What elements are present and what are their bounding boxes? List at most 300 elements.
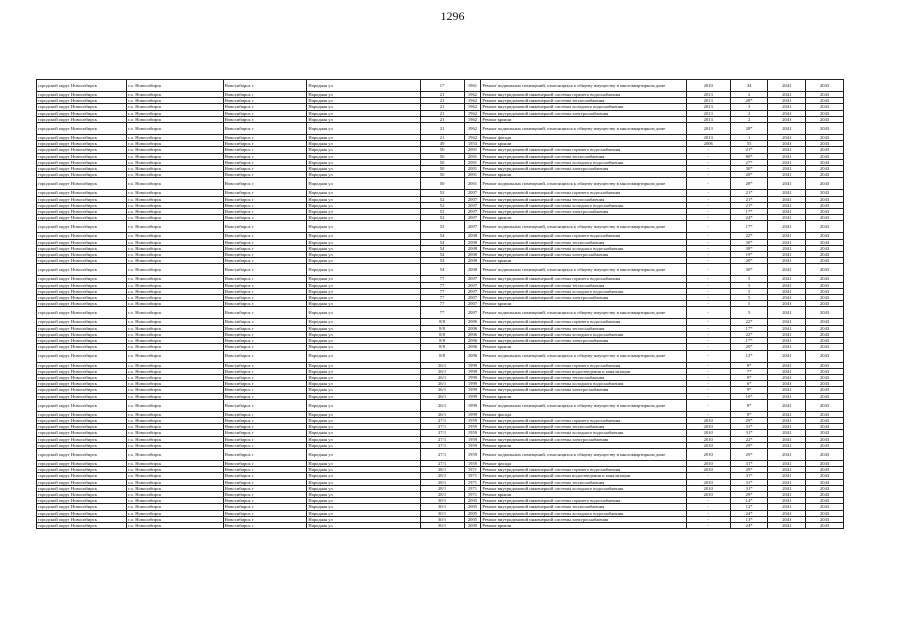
work-type-cell: Ремонт внутридомовой инженерной системы холодного водоснабжения (481, 104, 686, 110)
work-type-cell: Ремонт внутридомовой инженерной системы холодного водоснабжения (481, 159, 686, 165)
house-cell: 21 (420, 135, 464, 141)
district-cell: г.о. Новосибирск (127, 258, 223, 264)
plan-end-cell: 2043 (806, 288, 844, 294)
street-cell: Народная ул (307, 368, 420, 374)
house-cell: 54 (420, 264, 464, 276)
street-cell: Народная ул (307, 215, 420, 221)
plan-start-cell: 2041 (768, 252, 806, 258)
wear-cell: 38* (730, 245, 768, 251)
work-type-cell: Ремонт подвальных помещений, относящихся к общему имуществу в многоквартирном доме (481, 178, 686, 190)
last-repair-cell: - (686, 258, 730, 264)
municipality-cell: городской округ Новосибирск (37, 252, 127, 258)
house-cell: 21 (420, 92, 464, 98)
plan-end-cell: 2043 (806, 498, 844, 504)
year-cell: 2007 (464, 190, 481, 196)
work-type-cell: Ремонт внутридомовой инженерной системы холодного водоснабжения (481, 485, 686, 491)
work-type-cell: Ремонт подвальных помещений, относящихся к общему имуществу в многоквартирном доме (481, 221, 686, 233)
plan-start-cell: 2041 (768, 498, 806, 504)
plan-end-cell: 2043 (806, 301, 844, 307)
street-cell: Народная ул (307, 166, 420, 172)
work-type-cell: Ремонт внутридомовой инженерной системы электроснабжения (481, 436, 686, 442)
district-cell: г.о. Новосибирск (127, 147, 223, 153)
work-type-cell: Ремонт подвальных помещений, относящихся к общему имуществу в многоквартирном доме (481, 264, 686, 276)
plan-end-cell: 2043 (806, 387, 844, 393)
municipality-cell: городской округ Новосибирск (37, 479, 127, 485)
street-cell: Народная ул (307, 245, 420, 251)
plan-start-cell: 2041 (768, 147, 806, 153)
plan-end-cell: 2043 (806, 362, 844, 368)
plan-end-cell: 2043 (806, 178, 844, 190)
city-cell: Новосибирск г (223, 448, 307, 460)
district-cell: г.о. Новосибирск (127, 92, 223, 98)
wear-cell: 20* (730, 344, 768, 350)
plan-start-cell: 2041 (768, 295, 806, 301)
last-repair-cell: 2010 (686, 491, 730, 497)
district-cell: г.о. Новосибирск (127, 288, 223, 294)
municipality-cell: городской округ Новосибирск (37, 473, 127, 479)
work-type-cell: Ремонт подвальных помещений, относящихся к общему имуществу в многоквартирном доме (481, 350, 686, 362)
plan-end-cell: 2043 (806, 264, 844, 276)
house-cell: 26/1 (420, 387, 464, 393)
plan-end-cell: 2043 (806, 239, 844, 245)
wear-cell: 22* (730, 331, 768, 337)
year-cell: 2006 (464, 338, 481, 344)
house-cell: 30/1 (420, 522, 464, 528)
city-cell: Новосибирск г (223, 80, 307, 92)
municipality-cell: городской округ Новосибирск (37, 159, 127, 165)
table-row (37, 264, 844, 276)
house-cell: 77 (420, 276, 464, 282)
plan-end-cell: 2043 (806, 215, 844, 221)
year-cell: 2007 (464, 221, 481, 233)
wear-cell: 9* (730, 374, 768, 380)
last-repair-cell: - (686, 147, 730, 153)
plan-start-cell: 2041 (768, 338, 806, 344)
city-cell: Новосибирск г (223, 282, 307, 288)
municipality-cell: городской округ Новосибирск (37, 147, 127, 153)
district-cell: г.о. Новосибирск (127, 387, 223, 393)
work-type-cell: Ремонт фасада (481, 135, 686, 141)
plan-start-cell: 2041 (768, 374, 806, 380)
plan-start-cell: 2041 (768, 245, 806, 251)
last-repair-cell: - (686, 190, 730, 196)
work-type-cell: Ремонт внутридомовой инженерной системы теплоснабжения (481, 196, 686, 202)
wear-cell: 5 (730, 301, 768, 307)
plan-start-cell: 2041 (768, 301, 806, 307)
plan-end-cell: 2043 (806, 245, 844, 251)
work-type-cell: Ремонт внутридомовой инженерной системы теплоснабжения (481, 153, 686, 159)
plan-start-cell: 2041 (768, 430, 806, 436)
work-type-cell: Ремонт внутридомовой инженерной системы теплоснабжения (481, 282, 686, 288)
year-cell: 2001 (464, 159, 481, 165)
street-cell: Народная ул (307, 288, 420, 294)
last-repair-cell: 2010 (686, 80, 730, 92)
plan-start-cell: 2041 (768, 479, 806, 485)
last-repair-cell: - (686, 282, 730, 288)
plan-start-cell: 2041 (768, 172, 806, 178)
plan-start-cell: 2041 (768, 307, 806, 319)
plan-end-cell: 2043 (806, 166, 844, 172)
wear-cell: 28* (730, 178, 768, 190)
street-cell: Народная ул (307, 442, 420, 448)
house-cell: 27/1 (420, 460, 464, 466)
plan-end-cell: 2043 (806, 110, 844, 116)
district-cell: г.о. Новосибирск (127, 344, 223, 350)
last-repair-cell: - (686, 498, 730, 504)
wear-cell: 30* (730, 239, 768, 245)
house-cell: 21 (420, 110, 464, 116)
work-type-cell: Ремонт внутридомовой инженерной системы горячего водоснабжения (481, 467, 686, 473)
work-type-cell: Ремонт внутридомовой инженерной системы электроснабжения (481, 295, 686, 301)
street-cell: Народная ул (307, 411, 420, 417)
last-repair-cell: - (686, 209, 730, 215)
year-cell: 2007 (464, 276, 481, 282)
plan-end-cell: 2043 (806, 411, 844, 417)
street-cell: Народная ул (307, 123, 420, 135)
district-cell: г.о. Новосибирск (127, 209, 223, 215)
table-row (37, 123, 844, 135)
plan-end-cell: 2043 (806, 196, 844, 202)
work-type-cell: Ремонт крыши (481, 172, 686, 178)
city-cell: Новосибирск г (223, 135, 307, 141)
municipality-cell: городской округ Новосибирск (37, 110, 127, 116)
plan-start-cell: 2041 (768, 110, 806, 116)
district-cell: г.о. Новосибирск (127, 448, 223, 460)
house-cell: 50 (420, 159, 464, 165)
street-cell: Народная ул (307, 141, 420, 147)
year-cell: 2007 (464, 209, 481, 215)
plan-end-cell: 2043 (806, 504, 844, 510)
work-type-cell: Ремонт подвальных помещений, относящихся к общему имуществу в многоквартирном доме (481, 123, 686, 135)
municipality-cell: городской округ Новосибирск (37, 350, 127, 362)
last-repair-cell: - (686, 522, 730, 528)
city-cell: Новосибирск г (223, 325, 307, 331)
last-repair-cell: - (686, 374, 730, 380)
district-cell: г.о. Новосибирск (127, 116, 223, 122)
work-type-cell: Ремонт внутридомовой инженерной системы холодного водоснабжения (481, 510, 686, 516)
district-cell: г.о. Новосибирск (127, 264, 223, 276)
plan-start-cell: 2041 (768, 92, 806, 98)
city-cell: Новосибирск г (223, 288, 307, 294)
house-cell: 52 (420, 202, 464, 208)
year-cell: 2005 (464, 510, 481, 516)
wear-cell: 12* (730, 504, 768, 510)
year-cell: 2007 (464, 282, 481, 288)
last-repair-cell: - (686, 387, 730, 393)
city-cell: Новосибирск г (223, 331, 307, 337)
house-cell: 8/8 (420, 350, 464, 362)
work-type-cell: Ремонт крыши (481, 116, 686, 122)
house-cell: 8/8 (420, 344, 464, 350)
last-repair-cell: - (686, 516, 730, 522)
municipality-cell: городской округ Новосибирск (37, 92, 127, 98)
wear-cell: 31* (730, 430, 768, 436)
municipality-cell: городской округ Новосибирск (37, 522, 127, 528)
wear-cell: 5 (730, 276, 768, 282)
year-cell: 2001 (464, 147, 481, 153)
municipality-cell: городской округ Новосибирск (37, 135, 127, 141)
house-cell: 21 (420, 104, 464, 110)
municipality-cell: городской округ Новосибирск (37, 411, 127, 417)
house-cell: 54 (420, 233, 464, 239)
plan-end-cell: 2043 (806, 172, 844, 178)
municipality-cell: городской округ Новосибирск (37, 362, 127, 368)
district-cell: г.о. Новосибирск (127, 307, 223, 319)
municipality-cell: городской округ Новосибирск (37, 504, 127, 510)
municipality-cell: городской округ Новосибирск (37, 436, 127, 442)
municipality-cell: городской округ Новосибирск (37, 209, 127, 215)
wear-cell: 17* (730, 221, 768, 233)
house-cell: 30/1 (420, 498, 464, 504)
municipality-cell: городской округ Новосибирск (37, 264, 127, 276)
municipality-cell: городской округ Новосибирск (37, 319, 127, 325)
last-repair-cell: - (686, 393, 730, 399)
city-cell: Новосибирск г (223, 460, 307, 466)
plan-start-cell: 2041 (768, 209, 806, 215)
wear-cell: 7* (730, 368, 768, 374)
district-cell: г.о. Новосибирск (127, 153, 223, 159)
district-cell: г.о. Новосибирск (127, 460, 223, 466)
last-repair-cell: 2013 (686, 92, 730, 98)
street-cell: Народная ул (307, 264, 420, 276)
wear-cell: 30* (730, 264, 768, 276)
last-repair-cell: - (686, 245, 730, 251)
city-cell: Новосибирск г (223, 510, 307, 516)
municipality-cell: городской округ Новосибирск (37, 282, 127, 288)
house-cell: 28/1 (420, 491, 464, 497)
city-cell: Новосибирск г (223, 159, 307, 165)
plan-end-cell: 2043 (806, 159, 844, 165)
work-type-cell: Ремонт внутридомовой инженерной системы водоотведения и канализации (481, 368, 686, 374)
plan-end-cell: 2043 (806, 282, 844, 288)
last-repair-cell: - (686, 319, 730, 325)
street-cell: Народная ул (307, 362, 420, 368)
house-cell: 30/1 (420, 510, 464, 516)
last-repair-cell: - (686, 166, 730, 172)
district-cell: г.о. Новосибирск (127, 196, 223, 202)
house-cell: 30/1 (420, 516, 464, 522)
work-type-cell: Ремонт внутридомовой инженерной системы горячего водоснабжения (481, 147, 686, 153)
municipality-cell: городской округ Новосибирск (37, 387, 127, 393)
district-cell: г.о. Новосибирск (127, 485, 223, 491)
last-repair-cell: 2010 (686, 479, 730, 485)
year-cell: 1961 (464, 80, 481, 92)
city-cell: Новосибирск г (223, 141, 307, 147)
wear-cell: 22* (730, 233, 768, 239)
work-type-cell: Ремонт внутридомовой инженерной системы горячего водоснабжения (481, 362, 686, 368)
district-cell: г.о. Новосибирск (127, 522, 223, 528)
municipality-cell: городской округ Новосибирск (37, 166, 127, 172)
last-repair-cell: - (686, 264, 730, 276)
plan-start-cell: 2041 (768, 116, 806, 122)
city-cell: Новосибирск г (223, 295, 307, 301)
city-cell: Новосибирск г (223, 209, 307, 215)
district-cell: г.о. Новосибирск (127, 276, 223, 282)
year-cell: 2005 (464, 522, 481, 528)
plan-end-cell: 2043 (806, 417, 844, 423)
house-cell: 54 (420, 239, 464, 245)
table-row (37, 178, 844, 190)
last-repair-cell: - (686, 510, 730, 516)
year-cell: 2008 (464, 233, 481, 239)
plan-start-cell: 2041 (768, 442, 806, 448)
year-cell: 1962 (464, 98, 481, 104)
year-cell: 2008 (464, 264, 481, 276)
plan-end-cell: 2043 (806, 491, 844, 497)
municipality-cell: городской округ Новосибирск (37, 258, 127, 264)
last-repair-cell: 2010 (686, 485, 730, 491)
street-cell: Народная ул (307, 252, 420, 258)
wear-cell: 30* (730, 166, 768, 172)
city-cell: Новосибирск г (223, 319, 307, 325)
year-cell: 1959 (464, 460, 481, 466)
city-cell: Новосибирск г (223, 424, 307, 430)
plan-start-cell: 2041 (768, 362, 806, 368)
municipality-cell: городской округ Новосибирск (37, 202, 127, 208)
street-cell: Народная ул (307, 307, 420, 319)
street-cell: Народная ул (307, 110, 420, 116)
wear-cell: 31* (730, 485, 768, 491)
wear-cell: 2 (730, 110, 768, 116)
year-cell: 1959 (464, 424, 481, 430)
house-cell: 21 (420, 116, 464, 122)
plan-start-cell: 2041 (768, 522, 806, 528)
work-type-cell: Ремонт внутридомовой инженерной системы горячего водоснабжения (481, 92, 686, 98)
plan-end-cell: 2043 (806, 510, 844, 516)
work-type-cell: Ремонт внутридомовой инженерной системы электроснабжения (481, 110, 686, 116)
work-type-cell: Ремонт внутридомовой инженерной системы горячего водоснабжения (481, 417, 686, 423)
year-cell: 1999 (464, 399, 481, 411)
municipality-cell: городской округ Новосибирск (37, 381, 127, 387)
district-cell: г.о. Новосибирск (127, 80, 223, 92)
house-cell: 50 (420, 172, 464, 178)
house-cell: 52 (420, 221, 464, 233)
year-cell: 2001 (464, 166, 481, 172)
last-repair-cell: 2013 (686, 110, 730, 116)
wear-cell: 13* (730, 516, 768, 522)
municipality-cell: городской округ Новосибирск (37, 215, 127, 221)
plan-end-cell: 2043 (806, 485, 844, 491)
street-cell: Народная ул (307, 436, 420, 442)
work-type-cell: Ремонт крыши (481, 442, 686, 448)
house-cell: 27/1 (420, 424, 464, 430)
plan-start-cell: 2041 (768, 233, 806, 239)
year-cell: 1999 (464, 362, 481, 368)
plan-start-cell: 2041 (768, 239, 806, 245)
last-repair-cell: - (686, 178, 730, 190)
house-cell: 52 (420, 190, 464, 196)
house-cell: 26/1 (420, 362, 464, 368)
plan-end-cell: 2043 (806, 104, 844, 110)
plan-end-cell: 2043 (806, 473, 844, 479)
house-cell: 77 (420, 307, 464, 319)
plan-start-cell: 2041 (768, 276, 806, 282)
city-cell: Новосибирск г (223, 368, 307, 374)
work-type-cell: Ремонт крыши (481, 215, 686, 221)
district-cell: г.о. Новосибирск (127, 141, 223, 147)
city-cell: Новосибирск г (223, 504, 307, 510)
district-cell: г.о. Новосибирск (127, 362, 223, 368)
plan-end-cell: 2043 (806, 276, 844, 282)
city-cell: Новосибирск г (223, 436, 307, 442)
year-cell: 2007 (464, 202, 481, 208)
wear-cell: 5 (730, 288, 768, 294)
plan-start-cell: 2041 (768, 153, 806, 159)
district-cell: г.о. Новосибирск (127, 190, 223, 196)
street-cell: Народная ул (307, 387, 420, 393)
last-repair-cell: - (686, 239, 730, 245)
street-cell: Народная ул (307, 153, 420, 159)
plan-start-cell: 2041 (768, 485, 806, 491)
city-cell: Новосибирск г (223, 276, 307, 282)
year-cell: 1962 (464, 135, 481, 141)
house-cell: 21 (420, 98, 464, 104)
house-cell: 54 (420, 258, 464, 264)
district-cell: г.о. Новосибирск (127, 368, 223, 374)
city-cell: Новосибирск г (223, 239, 307, 245)
last-repair-cell: - (686, 331, 730, 337)
plan-end-cell: 2043 (806, 393, 844, 399)
plan-start-cell: 2041 (768, 104, 806, 110)
table-row (37, 307, 844, 319)
wear-cell: 5 (730, 282, 768, 288)
plan-start-cell: 2041 (768, 196, 806, 202)
wear-cell: 1 (730, 135, 768, 141)
year-cell: 1971 (464, 485, 481, 491)
municipality-cell: городской округ Новосибирск (37, 399, 127, 411)
city-cell: Новосибирск г (223, 307, 307, 319)
house-cell: 27/1 (420, 448, 464, 460)
municipality-cell: городской округ Новосибирск (37, 221, 127, 233)
city-cell: Новосибирск г (223, 301, 307, 307)
city-cell: Новосибирск г (223, 110, 307, 116)
table-row (37, 448, 844, 460)
municipality-cell: городской округ Новосибирск (37, 424, 127, 430)
district-cell: г.о. Новосибирск (127, 338, 223, 344)
work-type-cell: Ремонт фасада (481, 411, 686, 417)
plan-end-cell: 2043 (806, 209, 844, 215)
city-cell: Новосибирск г (223, 221, 307, 233)
city-cell: Новосибирск г (223, 153, 307, 159)
work-type-cell: Ремонт подвальных помещений, относящихся к общему имуществу в многоквартирном доме (481, 399, 686, 411)
last-repair-cell: - (686, 301, 730, 307)
work-type-cell: Ремонт внутридомовой инженерной системы теплоснабжения (481, 374, 686, 380)
plan-start-cell: 2041 (768, 282, 806, 288)
house-cell: 8/8 (420, 325, 464, 331)
year-cell: 1959 (464, 442, 481, 448)
city-cell: Новосибирск г (223, 417, 307, 423)
municipality-cell: городской округ Новосибирск (37, 374, 127, 380)
district-cell: г.о. Новосибирск (127, 393, 223, 399)
municipality-cell: городской округ Новосибирск (37, 295, 127, 301)
year-cell: 1962 (464, 123, 481, 135)
street-cell: Народная ул (307, 104, 420, 110)
street-cell: Народная ул (307, 350, 420, 362)
wear-cell: 29* (730, 417, 768, 423)
municipality-cell: городской округ Новосибирск (37, 301, 127, 307)
plan-end-cell: 2043 (806, 307, 844, 319)
last-repair-cell: 2006 (686, 141, 730, 147)
plan-start-cell: 2041 (768, 325, 806, 331)
city-cell: Новосибирск г (223, 442, 307, 448)
wear-cell: 12* (730, 350, 768, 362)
municipality-cell: городской округ Новосибирск (37, 307, 127, 319)
district-cell: г.о. Новосибирск (127, 245, 223, 251)
work-type-cell: Ремонт внутридомовой инженерной системы холодного водоснабжения (481, 331, 686, 337)
house-cell: 28/1 (420, 473, 464, 479)
last-repair-cell: 2010 (686, 442, 730, 448)
year-cell: 2007 (464, 288, 481, 294)
